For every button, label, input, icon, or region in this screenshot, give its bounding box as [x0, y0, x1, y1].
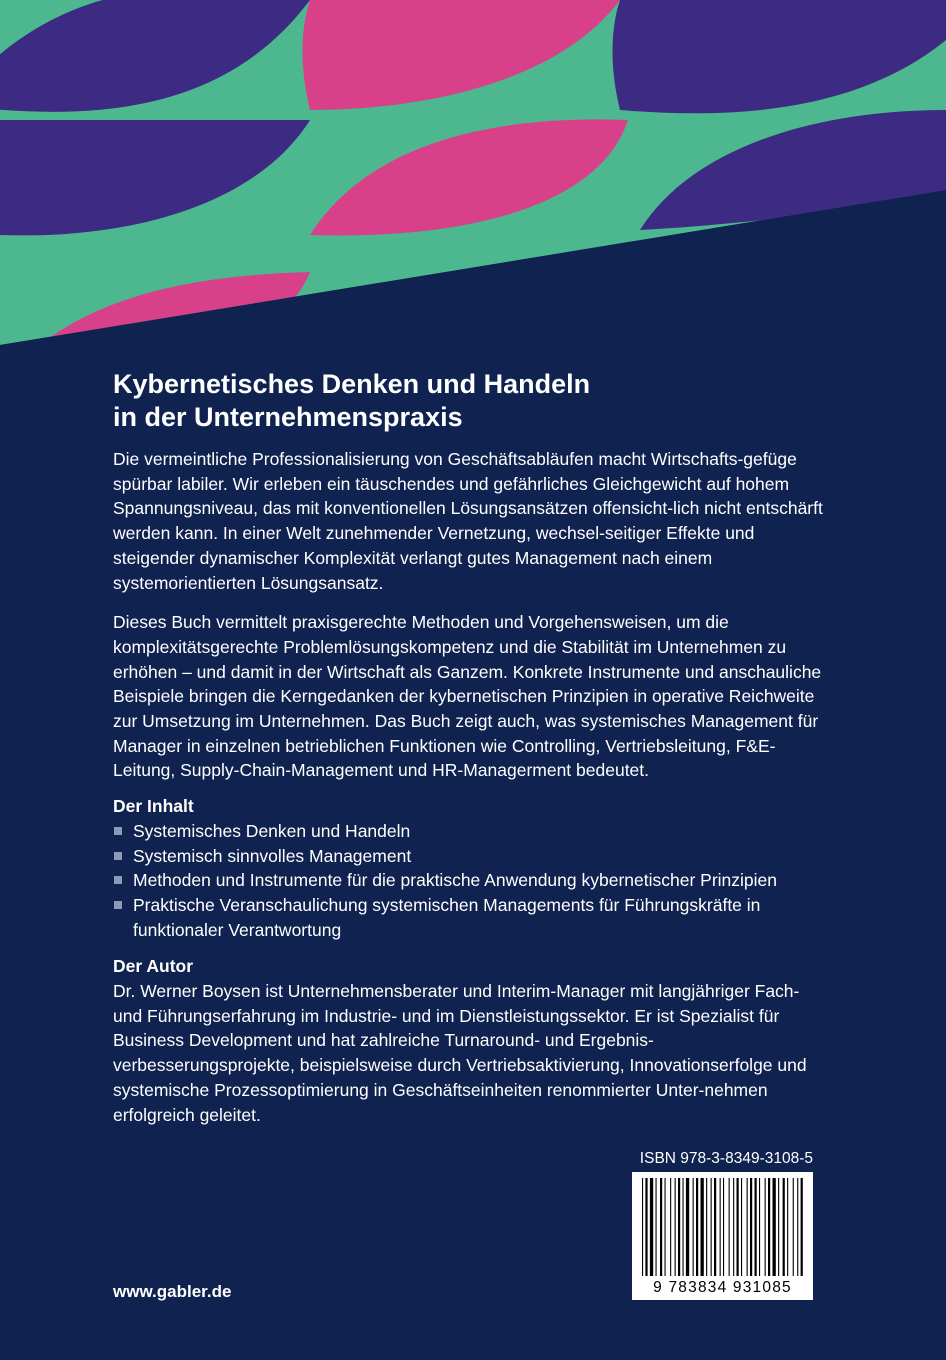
barcode-bars — [632, 1172, 813, 1278]
list-item — [113, 844, 833, 869]
barcode-bar — [645, 1178, 647, 1276]
publisher-website: www.gabler.de — [113, 1282, 232, 1301]
decorative-wave-pattern — [0, 0, 946, 345]
barcode-bar — [683, 1178, 684, 1276]
list-item-text: Systemisch sinnvolles Management — [133, 845, 412, 866]
author-paragraph: Dr. Werner Boysen ist Unternehmensberater und Interim-Manager mit langjähriger Fach- und Führungserfahrung im Industrie- und im Dienstleistungssektor. Er ist Spezialist für Business Development und hat zahlreiche Turnaround- und Ergebnis-verbesserungsprojekte, beispielsweise durch Vertriebsaktivierung, Innovationserfolge und systemische Prozessoptimierung in Geschäftseinheiten renommierter Unter-nehmen erfolgreich geleitet. — [113, 981, 807, 1125]
list-item-text: Praktische Veranschaulichung systemischen Managements für Führungskräfte in funktionaler Verantwortung — [133, 894, 761, 940]
barcode-bar — [720, 1178, 721, 1276]
barcode-bar — [711, 1178, 712, 1276]
barcode-bar — [747, 1178, 748, 1276]
barcode-bar — [642, 1178, 643, 1276]
barcode-bar — [793, 1178, 794, 1276]
barcode-bar — [670, 1178, 671, 1276]
barcode-digits: 9 783834 931085 — [632, 1278, 813, 1298]
barcode-bar — [714, 1178, 716, 1276]
barcode-bar — [678, 1178, 680, 1276]
barcode-bar — [675, 1178, 676, 1276]
list-item-text: Methoden und Instrumente für die praktische Anwendung kybernetischer Prinzipien — [133, 870, 777, 891]
barcode-bar — [701, 1178, 704, 1276]
square-bullet-icon — [114, 852, 122, 860]
isbn-label: ISBN 978-3-8349-3108-5 — [639, 1150, 813, 1167]
list-item-text: Systemisches Denken und Handeln — [133, 820, 411, 841]
list-item — [113, 819, 833, 844]
barcode-bar — [755, 1178, 757, 1276]
barcode-bar — [733, 1178, 734, 1276]
barcode-bar — [693, 1178, 694, 1276]
barcode-bar — [737, 1178, 739, 1276]
title-line-2: in der Unternehmenspraxis — [113, 402, 463, 432]
barcode-bar — [750, 1178, 752, 1276]
barcode-bar — [696, 1178, 698, 1276]
list-item — [113, 893, 833, 942]
barcode-bar — [665, 1178, 666, 1276]
barcode-bar — [778, 1178, 779, 1276]
barcode-bar — [741, 1178, 742, 1276]
barcode-bar — [773, 1178, 776, 1276]
contents-heading: Der Inhalt — [113, 796, 194, 817]
book-title — [113, 368, 833, 434]
title-line-1: Kybernetisches Denken und Handeln — [113, 369, 591, 399]
square-bullet-icon — [114, 901, 122, 909]
square-bullet-icon — [114, 876, 122, 884]
square-bullet-icon — [114, 827, 122, 835]
barcode-bar — [686, 1178, 689, 1276]
barcode-bar — [729, 1178, 730, 1276]
barcode-bar — [765, 1178, 766, 1276]
barcode — [632, 1172, 813, 1300]
barcode-bar — [656, 1178, 657, 1276]
list-item — [113, 868, 833, 893]
description-paragraph-1: Die vermeintliche Professionalisierung von Geschäftsabläufen macht Wirtschafts-gefüge spürbar labiler. Wir erleben ein täuschendes und gefährliches Gleichgewicht auf hohem Spannungsniveau, das mit konventionellen Lösungsansätzen offensicht-lich nicht entschärft werden kann. In einer Welt zunehmender Vernetzung, wechsel-seitiger Effekte und steigender dynamischer Komplexität verlangt gutes Management nach einem systemorientierten Lösungsansatz. — [113, 449, 823, 593]
barcode-bar — [723, 1178, 724, 1276]
barcode-bar — [783, 1178, 785, 1276]
back-cover-content — [113, 368, 833, 1127]
barcode-bar — [787, 1178, 788, 1276]
barcode-bar — [801, 1178, 803, 1276]
barcode-bar — [768, 1178, 770, 1276]
barcode-bar — [650, 1178, 653, 1276]
barcode-bar — [660, 1178, 662, 1276]
author-heading: Der Autor — [113, 956, 194, 977]
barcode-bar — [797, 1178, 798, 1276]
description-paragraph-2: Dieses Buch vermittelt praxisgerechte Methoden und Vorgehensweisen, um die komplexitätsgerechte Problemlösungskompetenz und die Stabilität im Unternehmen zu erhöhen – und damit in der Wirtschaft als Ganzem. Konkrete Instrumente und anschauliche Beispiele bringen die Kerngedanken der kybernetischen Prinzipien in operative Reichweite zur Umsetzung im Unternehmen. Das Buch zeigt auch, was systemisches Management für Manager in einzelnen betrieblichen Funktionen wie Controlling, Vertriebsleitung, F&E-Leitung, Supply-Chain-Management und HR-Managerment bedeutet. — [113, 612, 822, 781]
barcode-bar — [706, 1178, 707, 1276]
barcode-bar — [759, 1178, 760, 1276]
contents-list — [113, 819, 833, 943]
